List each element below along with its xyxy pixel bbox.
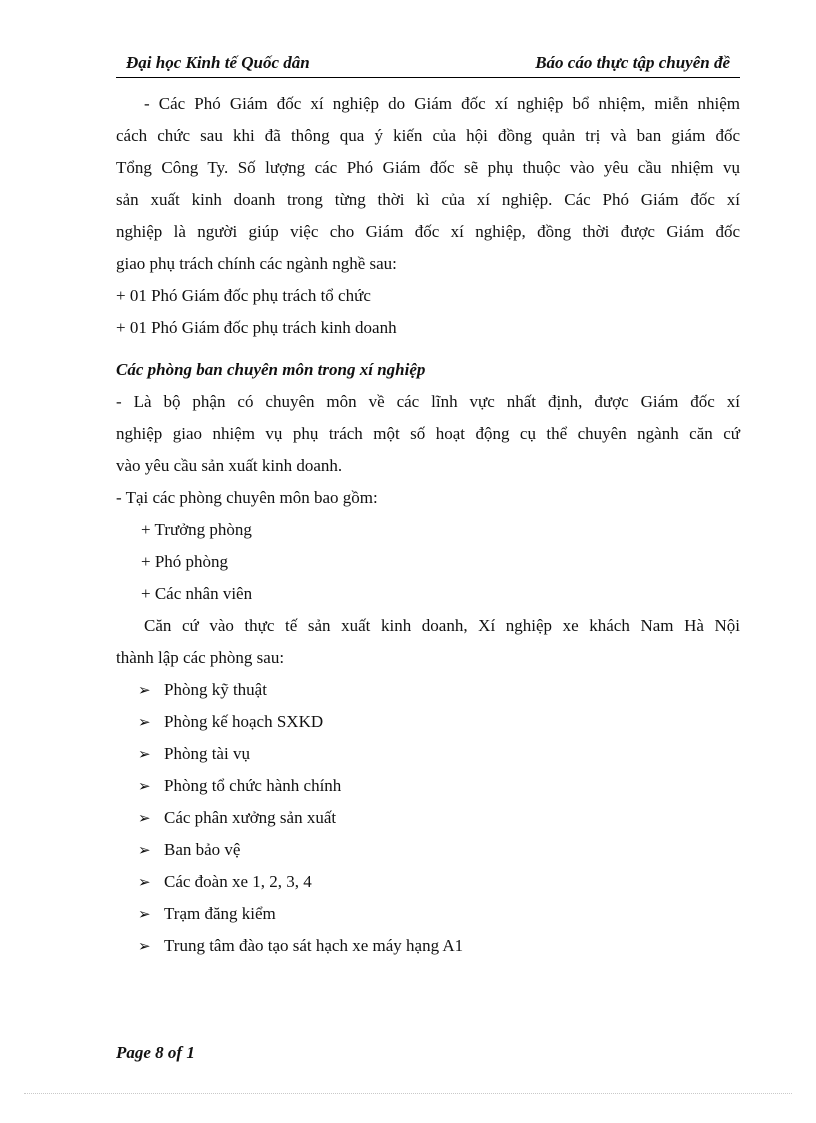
page-bottom-divider [24,1093,792,1094]
section-title: Các phòng ban chuyên môn trong xí nghiệp [116,360,426,379]
paragraph-line: Tổng Công Ty. Số lượng các Phó Giám đốc sẽ phụ thuộc vào yêu cầu nhiệm vụ [116,158,740,177]
list-item [116,930,740,962]
role-item: + Phó phòng [141,552,229,571]
paragraph-line: giao phụ trách chính các ngành nghề sau: [116,254,397,273]
header-university: Đại học Kinh tế Quốc dân [126,53,310,72]
vp-item: + 01 Phó Giám đốc phụ trách kinh doanh [116,318,397,337]
arrow-bullet-icon: ➢ [138,841,151,859]
role-item: + Trưởng phòng [141,520,252,539]
paragraph-line: sản xuất kinh doanh trong từng thời kì của xí nghiệp. Các Phó Giám đốc xí [116,190,740,209]
department-list [116,674,740,962]
list-item [116,834,740,866]
page-header [116,53,740,78]
department-name: Các đoàn xe 1, 2, 3, 4 [164,872,312,891]
department-name: Trạm đăng kiểm [164,904,276,923]
paragraph-line: cách chức sau khi đã thông qua ý kiến của hội đồng quản trị và ban giám đốc [116,126,740,145]
list-item [116,674,740,706]
role-item: + Các nhân viên [141,584,253,603]
department-name: Các phân xưởng sản xuất [164,808,337,827]
header-report-title: Báo cáo thực tập chuyên đề [535,53,730,72]
paragraph-established [116,610,740,674]
paragraph-vice-directors [116,88,740,280]
list-item [116,770,740,802]
arrow-bullet-icon: ➢ [138,745,151,763]
arrow-bullet-icon: ➢ [138,681,151,699]
paragraph-line: - Là bộ phận có chuyên môn về các lĩnh vực nhất định, được Giám đốc xí [116,392,740,411]
paragraph-line: nghiệp là người giúp việc cho Giám đốc xí nghiệp, đồng thời được Giám đốc [116,222,740,241]
arrow-bullet-icon: ➢ [138,937,151,955]
arrow-bullet-icon: ➢ [138,905,151,923]
list-item [116,898,740,930]
arrow-bullet-icon: ➢ [138,809,151,827]
department-name: Phòng kế hoạch SXKD [164,712,324,731]
list-item [116,866,740,898]
list-item [116,706,740,738]
arrow-bullet-icon: ➢ [138,777,151,795]
department-name: Ban bảo vệ [164,840,241,859]
page-footer [116,1043,195,1063]
paragraph-line: - Các Phó Giám đốc xí nghiệp do Giám đốc xí nghiệp bổ nhiệm, miễn nhiệm [144,94,740,113]
department-name: Phòng tổ chức hành chính [164,776,342,795]
paragraph-departments-intro [116,386,740,482]
department-name: Trung tâm đào tạo sát hạch xe máy hạng A1 [164,936,464,955]
vp-item: + 01 Phó Giám đốc phụ trách tổ chức [116,286,371,305]
department-name: Phòng tài vụ [164,744,250,763]
document-body [116,88,740,962]
page-number: Page 8 of 1 [116,1043,195,1062]
paragraph-line: nghiệp giao nhiệm vụ phụ trách một số hoạt động cụ thể chuyên ngành căn cứ [116,424,740,443]
paragraph-line: thành lập các phòng sau: [116,648,285,667]
paragraph-composition: - Tại các phòng chuyên môn bao gồm: [116,488,378,507]
arrow-bullet-icon: ➢ [138,873,151,891]
list-item [116,738,740,770]
arrow-bullet-icon: ➢ [138,713,151,731]
paragraph-line: Căn cứ vào thực tế sản xuất kinh doanh, Xí nghiệp xe khách Nam Hà Nội [144,616,740,635]
department-name: Phòng kỹ thuật [164,680,267,699]
paragraph-line: vào yêu cầu sản xuất kinh doanh. [116,456,343,475]
list-item [116,802,740,834]
